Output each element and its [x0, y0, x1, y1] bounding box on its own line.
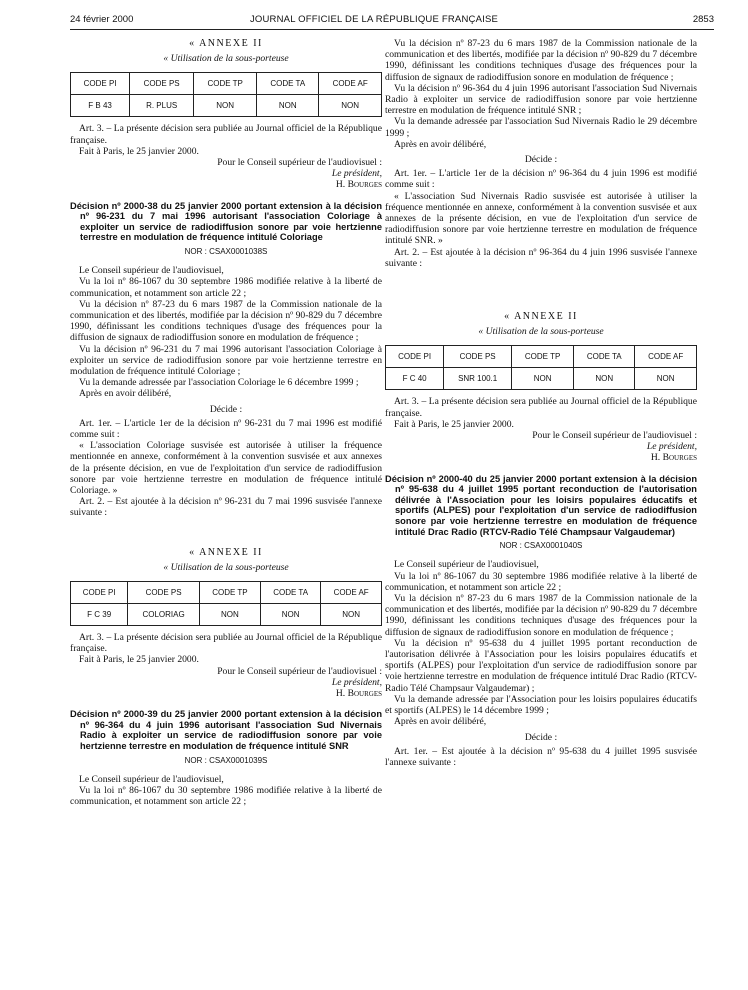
- header-page-number: 2853: [692, 14, 714, 25]
- article-2: Art. 2. – Est ajoutée à la décision nº 96-231 du 7 mai 1996 susvisée l'annexe suivante :: [70, 496, 382, 519]
- deliberation: Après en avoir délibéré,: [79, 388, 172, 400]
- table-header-cell: CODE TP: [194, 73, 257, 95]
- table-header-cell: CODE TP: [199, 582, 260, 604]
- article-3: Art. 3. – La présente décision sera publiée au Journal officiel de la République française.: [70, 632, 382, 655]
- vu-decision-96-231: Vu la décision nº 96-231 du 7 mai 1996 autorisant l'association Coloriage à exploiter un service de radiodiffusion sonore par voie hertzienne terrestre en modulation de fréquence intitulé Coloriage ;: [70, 343, 382, 378]
- annex-title: « ANNEXE II: [189, 38, 263, 49]
- table-cell: NON: [260, 604, 320, 626]
- annex-title: « ANNEXE II: [504, 311, 578, 323]
- fait-a-paris: Fait à Paris, le 25 janvier 2000.: [79, 654, 199, 666]
- annex-subtitle: « Utilisation de la sous-porteuse: [163, 561, 289, 573]
- decide-heading: Décide :: [524, 731, 558, 743]
- signature-for: Pour le Conseil supérieur de l'audiovisuel :: [217, 665, 382, 677]
- signature-for: Pour le Conseil supérieur de l'audiovisuel :: [532, 430, 697, 442]
- table-row: [71, 95, 382, 117]
- header-rule: [70, 29, 714, 30]
- article-2: Art. 2. – Est ajoutée à la décision nº 96-364 du 4 juin 1996 susvisée l'annexe suivante :: [385, 246, 697, 269]
- article-1: Art. 1er. – Est ajoutée à la décision nº 95-638 du 4 juillet 1995 susvisée l'annexe suivante :: [385, 745, 697, 768]
- fait-a-paris: Fait à Paris, le 25 janvier 2000.: [394, 418, 514, 430]
- page-header: [0, 14, 748, 28]
- signature-president: Le président,: [331, 676, 382, 688]
- annex-title: « ANNEXE II: [189, 546, 263, 558]
- table-header-cell: CODE AF: [319, 73, 382, 95]
- table-row: [386, 368, 697, 390]
- signature-name: H. Bourges: [335, 179, 382, 191]
- table-header-cell: CODE AF: [635, 346, 697, 368]
- decision-title: Décision nº 2000-39 du 25 janvier 2000 portant extension à la décision nº 96-364 du 4 juin 1996 autorisant l'association Sud Nivernais Radio à exploiter un service de radiodiffusion sonore par voie hertzienne terrestre en modulation de fréquence intitulé SNR: [70, 709, 382, 752]
- signature-name: H. Bourges: [335, 688, 382, 700]
- table-cell: NON: [321, 604, 382, 626]
- table-header-row: [71, 73, 382, 95]
- table-cell: COLORIAG: [128, 604, 199, 626]
- table-header-cell: CODE AF: [321, 582, 382, 604]
- vu-loi: Vu la loi nº 86-1067 du 30 septembre 1986 modifiée relative à la liberté de communication, et notamment son article 22 ;: [70, 276, 382, 299]
- table-cell: NON: [199, 604, 260, 626]
- table-header-row: [386, 346, 697, 368]
- signature-block: [70, 157, 382, 191]
- table-header-cell: CODE PS: [444, 346, 512, 368]
- subcarrier-table: [70, 72, 382, 117]
- nor-reference: NOR : CSAX0001038S: [184, 247, 268, 256]
- annex-subtitle: « Utilisation de la sous-porteuse: [163, 53, 289, 65]
- vu-decision-87-23: Vu la décision nº 87-23 du 6 mars 1987 de la Commission nationale de la communication et des libertés, modifiée par la décision nº 90-829 du 7 décembre 1990, définissant les conditions techniques d'usage des fréquences pour la diffusion de signaux de radiodiffusion sonore en modulation de fréquence ;: [385, 38, 697, 83]
- header-journal-title: JOURNAL OFFICIEL DE LA RÉPUBLIQUE FRANÇAISE: [249, 14, 499, 25]
- signature-block: [70, 666, 382, 700]
- left-column: [70, 38, 382, 807]
- table-header-row: [71, 582, 382, 604]
- signature-president: Le président,: [646, 441, 697, 453]
- table-cell: NON: [512, 368, 574, 390]
- article-3: Art. 3. – La présente décision sera publiée au Journal officiel de la République française.: [385, 396, 697, 419]
- decide-heading: Décide :: [209, 403, 243, 415]
- article-1: Art. 1er. – L'article 1er de la décision nº 96-364 du 4 juin 1996 est modifié comme suit :: [385, 168, 697, 191]
- table-cell: NON: [257, 95, 319, 117]
- table-header-cell: CODE TP: [512, 346, 574, 368]
- article-1: Art. 1er. – L'article 1er de la décision nº 96-231 du 7 mai 1996 est modifié comme suit :: [70, 417, 382, 441]
- header-date: 24 février 2000: [70, 14, 134, 25]
- decision-title: Décision nº 2000-38 du 25 janvier 2000 portant extension à la décision nº 96-231 du 7 mai 1996 autorisant l'association Coloriage à exploiter un service de radiodiffusion sonore par voie hertzienne terrestre en modulation de fréquence intitulé Coloriage: [70, 200, 382, 243]
- conseil-line: Le Conseil supérieur de l'audiovisuel,: [79, 265, 224, 277]
- vu-decision-96-364: Vu la décision nº 96-364 du 4 juin 1996 autorisant l'association Sud Nivernais Radio à exploiter un service de radiodiffusion sonore par voie hertzienne terrestre en modulation de fréquence intitulé SNR ;: [385, 82, 697, 117]
- signature-for: Pour le Conseil supérieur de l'audiovisuel :: [217, 157, 382, 169]
- conseil-line: Le Conseil supérieur de l'audiovisuel,: [79, 773, 224, 785]
- conseil-line: Le Conseil supérieur de l'audiovisuel,: [394, 559, 539, 571]
- table-header-cell: CODE PS: [128, 582, 199, 604]
- signature-name: H. Bourges: [650, 452, 697, 464]
- nor-reference: NOR : CSAX0001040S: [499, 541, 583, 551]
- table-header-cell: CODE PI: [71, 73, 130, 95]
- table-header-cell: CODE TA: [574, 346, 635, 368]
- subcarrier-table: [385, 345, 697, 390]
- vu-demande: Vu la demande adressée par l'association Sud Nivernais Radio le 29 décembre 1999 ;: [385, 116, 697, 139]
- article-1-quote: « L'association Coloriage susvisée est autorisée à utiliser la fréquence mentionnée en annexe, conformément à la convention susvisée et aux annexes de la présente décision, en vue de l'exploitation d'un service de radiodiffusion sonore par voie hertzienne terrestre en modulation de fréquence intitulé Coloriage. »: [70, 440, 382, 497]
- decision-title: Décision nº 2000-40 du 25 janvier 2000 portant extension à la décision nº 95-638 du 4 juillet 1995 portant reconduction de l'autorisation délivrée à l'Association pour les loisirs populaires éducatifs et sportifs (ALPES) pour l'exploitation d'un service de radiodiffusion sonore par voie hertzienne terrestre en modulation de fréquence intitulé Drac Radio (RTCV-Radio Télé Champsaur Valgaudemar): [385, 473, 697, 537]
- signature-president: Le président,: [331, 168, 382, 180]
- article-3: Art. 3. – La présente décision sera publiée au Journal officiel de la République française.: [70, 123, 382, 146]
- table-cell: NON: [194, 95, 257, 117]
- table-header-cell: CODE TA: [257, 73, 319, 95]
- table-cell: NON: [574, 368, 635, 390]
- right-column: [385, 38, 697, 768]
- nor-reference: NOR : CSAX0001039S: [184, 755, 268, 765]
- vu-demande: Vu la demande adressée par l'Association pour les loisirs populaires éducatifs et sportifs (ALPES) le 14 décembre 1999 ;: [385, 693, 697, 717]
- vu-decision-87-23: Vu la décision nº 87-23 du 6 mars 1987 de la Commission nationale de la communication et des libertés, modifiée par la décision nº 90-829 du 7 décembre 1990, définissant les conditions techniques d'usage des fréquences pour la diffusion de signaux de radiodiffusion sonore en modulation de fréquence ;: [70, 298, 382, 344]
- table-header-cell: CODE PI: [386, 346, 444, 368]
- vu-decision-95-638: Vu la décision nº 95-638 du 4 juillet 1995 portant reconduction de l'autorisation délivrée à l'Association pour les loisirs populaires éducatifs et sportifs (ALPES) pour l'exploitation d'un service de radiodiffusion sonore par voie hertzienne terrestre en modulation de fréquence intitulé Drac Radio (RTCV-Radio Télé Champsaur Valgaudemar) ;: [385, 637, 697, 694]
- table-cell: R. PLUS: [130, 95, 194, 117]
- table-header-cell: CODE TA: [260, 582, 320, 604]
- decide-heading: Décide :: [524, 154, 558, 166]
- annex-subtitle: « Utilisation de la sous-porteuse: [478, 326, 604, 338]
- vu-demande: Vu la demande adressée par l'association Coloriage le 6 décembre 1999 ;: [79, 377, 359, 389]
- table-row: [71, 604, 382, 626]
- table-cell: F C 40: [386, 368, 444, 390]
- subcarrier-table: [70, 581, 382, 626]
- article-1-quote: « L'association Sud Nivernais Radio susvisée est autorisée à utiliser la fréquence mentionnée en annexe, conformément à la convention susvisée et aux annexes de la présente décision, en vue de l'exploitation d'un service de radiodiffusion sonore par voie hertzienne terrestre en modulation de fréquence intitulé SNR. »: [385, 190, 697, 247]
- table-header-cell: CODE PI: [71, 582, 128, 604]
- table-cell: F C 39: [71, 604, 128, 626]
- deliberation: Après en avoir délibéré,: [394, 716, 487, 728]
- deliberation: Après en avoir délibéré,: [394, 138, 487, 150]
- fait-a-paris: Fait à Paris, le 25 janvier 2000.: [79, 145, 199, 157]
- table-cell: F B 43: [71, 95, 130, 117]
- vu-loi: Vu la loi nº 86-1067 du 30 septembre 1986 modifiée relative à la liberté de communication, et notamment son article 22 ;: [385, 570, 697, 593]
- table-cell: NON: [319, 95, 382, 117]
- vu-loi: Vu la loi nº 86-1067 du 30 septembre 1986 modifiée relative à la liberté de communication, et notamment son article 22 ;: [70, 785, 382, 808]
- table-cell: NON: [635, 368, 697, 390]
- table-header-cell: CODE PS: [130, 73, 194, 95]
- vu-decision-87-23: Vu la décision nº 87-23 du 6 mars 1987 de la Commission nationale de la communication et des libertés, modifiée par la décision nº 90-829 du 7 décembre 1990, définissant les conditions techniques d'usage des fréquences pour la diffusion de signaux de radiodiffusion sonore en modulation de fréquence ;: [385, 593, 697, 638]
- table-cell: SNR 100.1: [444, 368, 512, 390]
- signature-block: [385, 430, 697, 464]
